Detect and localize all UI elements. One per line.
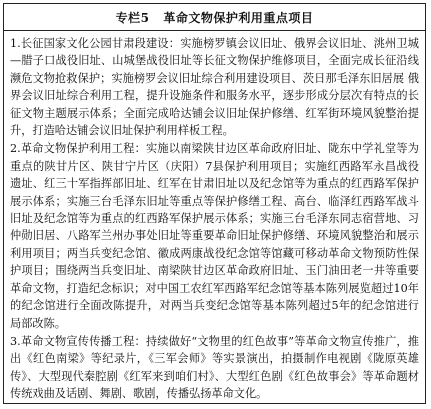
item-paragraph-3: 3.革命文物宣传传播工程：持续做好“文物里的红色故事”等革命文物宣传推广，推出《红色南梁》等纪录片，《三军会师》等实景演出，拍摄制作电视剧《陇原英雄传》、大型现代秦腔剧《红军来到咱们村》、大型红色剧《红色故事会》等革命题材传统戏曲及话剧、舞剧、歌剧，传播弘扬革命文化。 — [10, 334, 419, 401]
column-content — [4, 31, 425, 403]
column-title: 革命文物保护利用重点项目 — [163, 10, 314, 25]
special-column-box — [3, 3, 426, 404]
column-header — [4, 4, 425, 31]
column-label: 专栏5 — [115, 10, 150, 25]
item-paragraph-1: 1.长征国家文化公园甘肃段建设：实施榜罗镇会议旧址、俄界会议旧址、洮州卫城—腊子口战役旧址、山城堡战役旧址等长征文物保护维修项目，全面完成长征沿线濒危文物抢救保护；实施榜罗会议旧址综合利用建设项目、茨日那毛泽东旧居展 俄界会议旧址综合利用工程，提升设施条件和服务水平，逐步形成分层次有特点的长征文物主题展示体系；全面完成哈达铺会议旧址保护修缮、红军街环境风貌整治提升，打造哈达铺会议旧址保护利用样板工程。 — [10, 37, 419, 138]
item-paragraph-2: 2.革命文物保护利用工程：实施以南梁陕甘边区革命政府旧址、陇东中学礼堂等为重点的陕甘片区、陕甘宁片区（庆阳）7县保护利用项目；实施红西路军永昌战役遗址、红三十军指挥部旧址、红军在甘肃旧址以及纪念馆等为重点的红西路军保护展示体系；实施三台毛泽东旧址等重点等保护修缮工程、高台、临泽红西路军战斗旧址及纪念馆等为重点的红西路军保护展示体系；实施三台毛泽东同志宿营地、习仲勋旧居、八路军兰州办事处旧址等重要革命旧址保护修缮、环境风貌整治和展示利用项目；两当兵变纪念馆、徽成两康战役纪念馆等馆藏可移动革命文物预防性保护项目；围绕两当兵变旧址、南梁陕甘边区革命政府旧址、玉门油田老一井等重要革命文物，打造纪念标识；对中国工农红军西路军纪念馆等基本陈列展览超过10年的纪念馆进行全面改陈提升，对两当兵变纪念馆等基本陈列超过5年的纪念馆进行局部改陈。 — [10, 142, 419, 330]
